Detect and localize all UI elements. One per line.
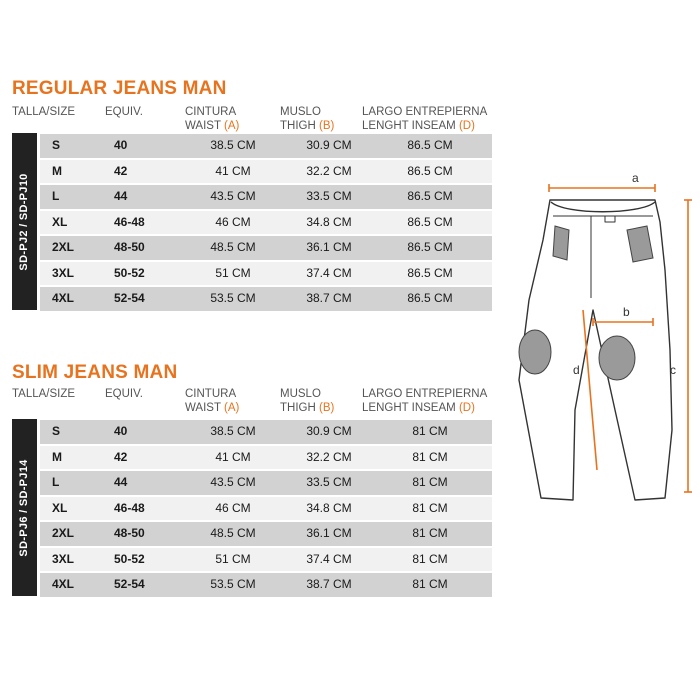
thigh-cell: 32.2 CM [306,163,352,178]
thigh-cell: 36.1 CM [306,526,352,540]
header-waist: CINTURA WAIST (A) [185,388,240,414]
inseam-cell: 81 CM [412,475,448,489]
regular-size-table [12,78,492,313]
inseam-cell: 81 CM [412,500,448,515]
equiv-cell: 44 [114,475,128,489]
inseam-cell: 81 CM [412,526,448,540]
inseam-cell: 81 CM [412,424,448,438]
waist-cell: 48.5 CM [210,526,256,540]
inseam-cell: 81 CM [412,551,448,566]
size-cell: 3XL [52,265,75,280]
inseam-cell: 86.5 CM [407,240,453,254]
size-cell: S [52,424,61,438]
thigh-cell: 30.9 CM [306,424,352,438]
inseam-cell: 86.5 CM [407,291,453,305]
size-cell: L [52,475,60,489]
measurement-label-d: d [573,363,580,377]
waist-cell: 38.5 CM [210,138,256,152]
size-cell: S [52,138,61,152]
waist-cell: 41 CM [215,163,251,178]
regular-table-title: REGULAR JEANS MAN [12,78,227,99]
equiv-cell: 52-54 [114,291,145,305]
waist-cell: 53.5 CM [210,577,256,591]
waist-cell: 43.5 CM [210,475,256,489]
size-cell: 4XL [52,577,75,591]
equiv-cell: 46-48 [114,500,145,515]
header-thigh: MUSLO THIGH (B) [280,106,335,132]
measurement-label-c: c [670,363,676,377]
size-cell: XL [52,500,68,515]
header-thigh: MUSLO THIGH (B) [280,388,335,414]
table-row [40,160,492,184]
waist-cell: 51 CM [215,551,251,566]
pants-measurement-diagram [505,160,700,505]
table-row [40,185,492,209]
header-size: TALLA/SIZE [12,388,76,400]
table-row [40,548,492,572]
table-row [40,446,492,470]
thigh-cell: 38.7 CM [306,577,352,591]
table-row [40,522,492,546]
table-row [40,287,492,311]
header-inseam: LARGO ENTREPIERNA LENGHT INSEAM (D) [362,388,488,414]
regular-model-codes-bar [12,133,37,310]
regular-model-codes: SD-PJ2 / SD-PJ10 [18,172,30,271]
table-row [40,471,492,495]
thigh-cell: 34.8 CM [306,214,352,229]
equiv-cell: 48-50 [114,526,145,540]
measurement-label-b: b [623,305,630,319]
thigh-cell: 30.9 CM [306,138,352,152]
inseam-cell: 86.5 CM [407,138,453,152]
thigh-cell: 32.2 CM [306,449,352,464]
slim-table-body [40,420,492,599]
size-cell: 2XL [52,526,75,540]
equiv-cell: 50-52 [114,265,145,280]
inseam-cell: 86.5 CM [407,189,453,203]
slim-table-title: SLIM JEANS MAN [12,362,178,383]
inseam-cell: 81 CM [412,577,448,591]
inseam-cell: 86.5 CM [407,265,453,280]
table-row [40,497,492,521]
size-cell: M [52,449,62,464]
slim-model-codes-bar [12,419,37,596]
table-row [40,236,492,260]
size-cell: 4XL [52,291,75,305]
thigh-cell: 33.5 CM [306,475,352,489]
equiv-cell: 40 [114,424,128,438]
regular-table-body [40,134,492,313]
table-row [40,420,492,444]
size-cell: L [52,189,60,203]
measurement-label-a: a [632,171,639,185]
table-row [40,211,492,235]
thigh-cell: 37.4 CM [306,551,352,566]
table-row [40,573,492,597]
equiv-cell: 46-48 [114,214,145,229]
size-cell: M [52,163,62,178]
equiv-cell: 40 [114,138,128,152]
waist-cell: 53.5 CM [210,291,256,305]
thigh-cell: 34.8 CM [306,500,352,515]
table-row [40,134,492,158]
waist-cell: 41 CM [215,449,251,464]
inseam-cell: 81 CM [412,449,448,464]
header-waist: CINTURA WAIST (A) [185,106,240,132]
size-cell: XL [52,214,68,229]
equiv-cell: 42 [114,449,128,464]
waist-cell: 46 CM [215,500,251,515]
equiv-cell: 50-52 [114,551,145,566]
equiv-cell: 42 [114,163,128,178]
header-size: TALLA/SIZE [12,106,76,118]
waist-cell: 48.5 CM [210,240,256,254]
waist-cell: 38.5 CM [210,424,256,438]
slim-size-table [12,362,492,597]
thigh-cell: 33.5 CM [306,189,352,203]
slim-model-codes: SD-PJ6 / SD-PJ14 [18,458,30,557]
header-inseam: LARGO ENTREPIERNA LENGHT INSEAM (D) [362,106,488,132]
thigh-cell: 36.1 CM [306,240,352,254]
equiv-cell: 48-50 [114,240,145,254]
waist-cell: 51 CM [215,265,251,280]
equiv-cell: 52-54 [114,577,145,591]
inseam-cell: 86.5 CM [407,214,453,229]
thigh-cell: 38.7 CM [306,291,352,305]
waist-cell: 46 CM [215,214,251,229]
table-row [40,262,492,286]
waist-cell: 43.5 CM [210,189,256,203]
header-equiv: EQUIV. [105,106,143,118]
size-cell: 3XL [52,551,75,566]
size-cell: 2XL [52,240,75,254]
header-equiv: EQUIV. [105,388,143,400]
equiv-cell: 44 [114,189,128,203]
inseam-cell: 86.5 CM [407,163,453,178]
thigh-cell: 37.4 CM [306,265,352,280]
